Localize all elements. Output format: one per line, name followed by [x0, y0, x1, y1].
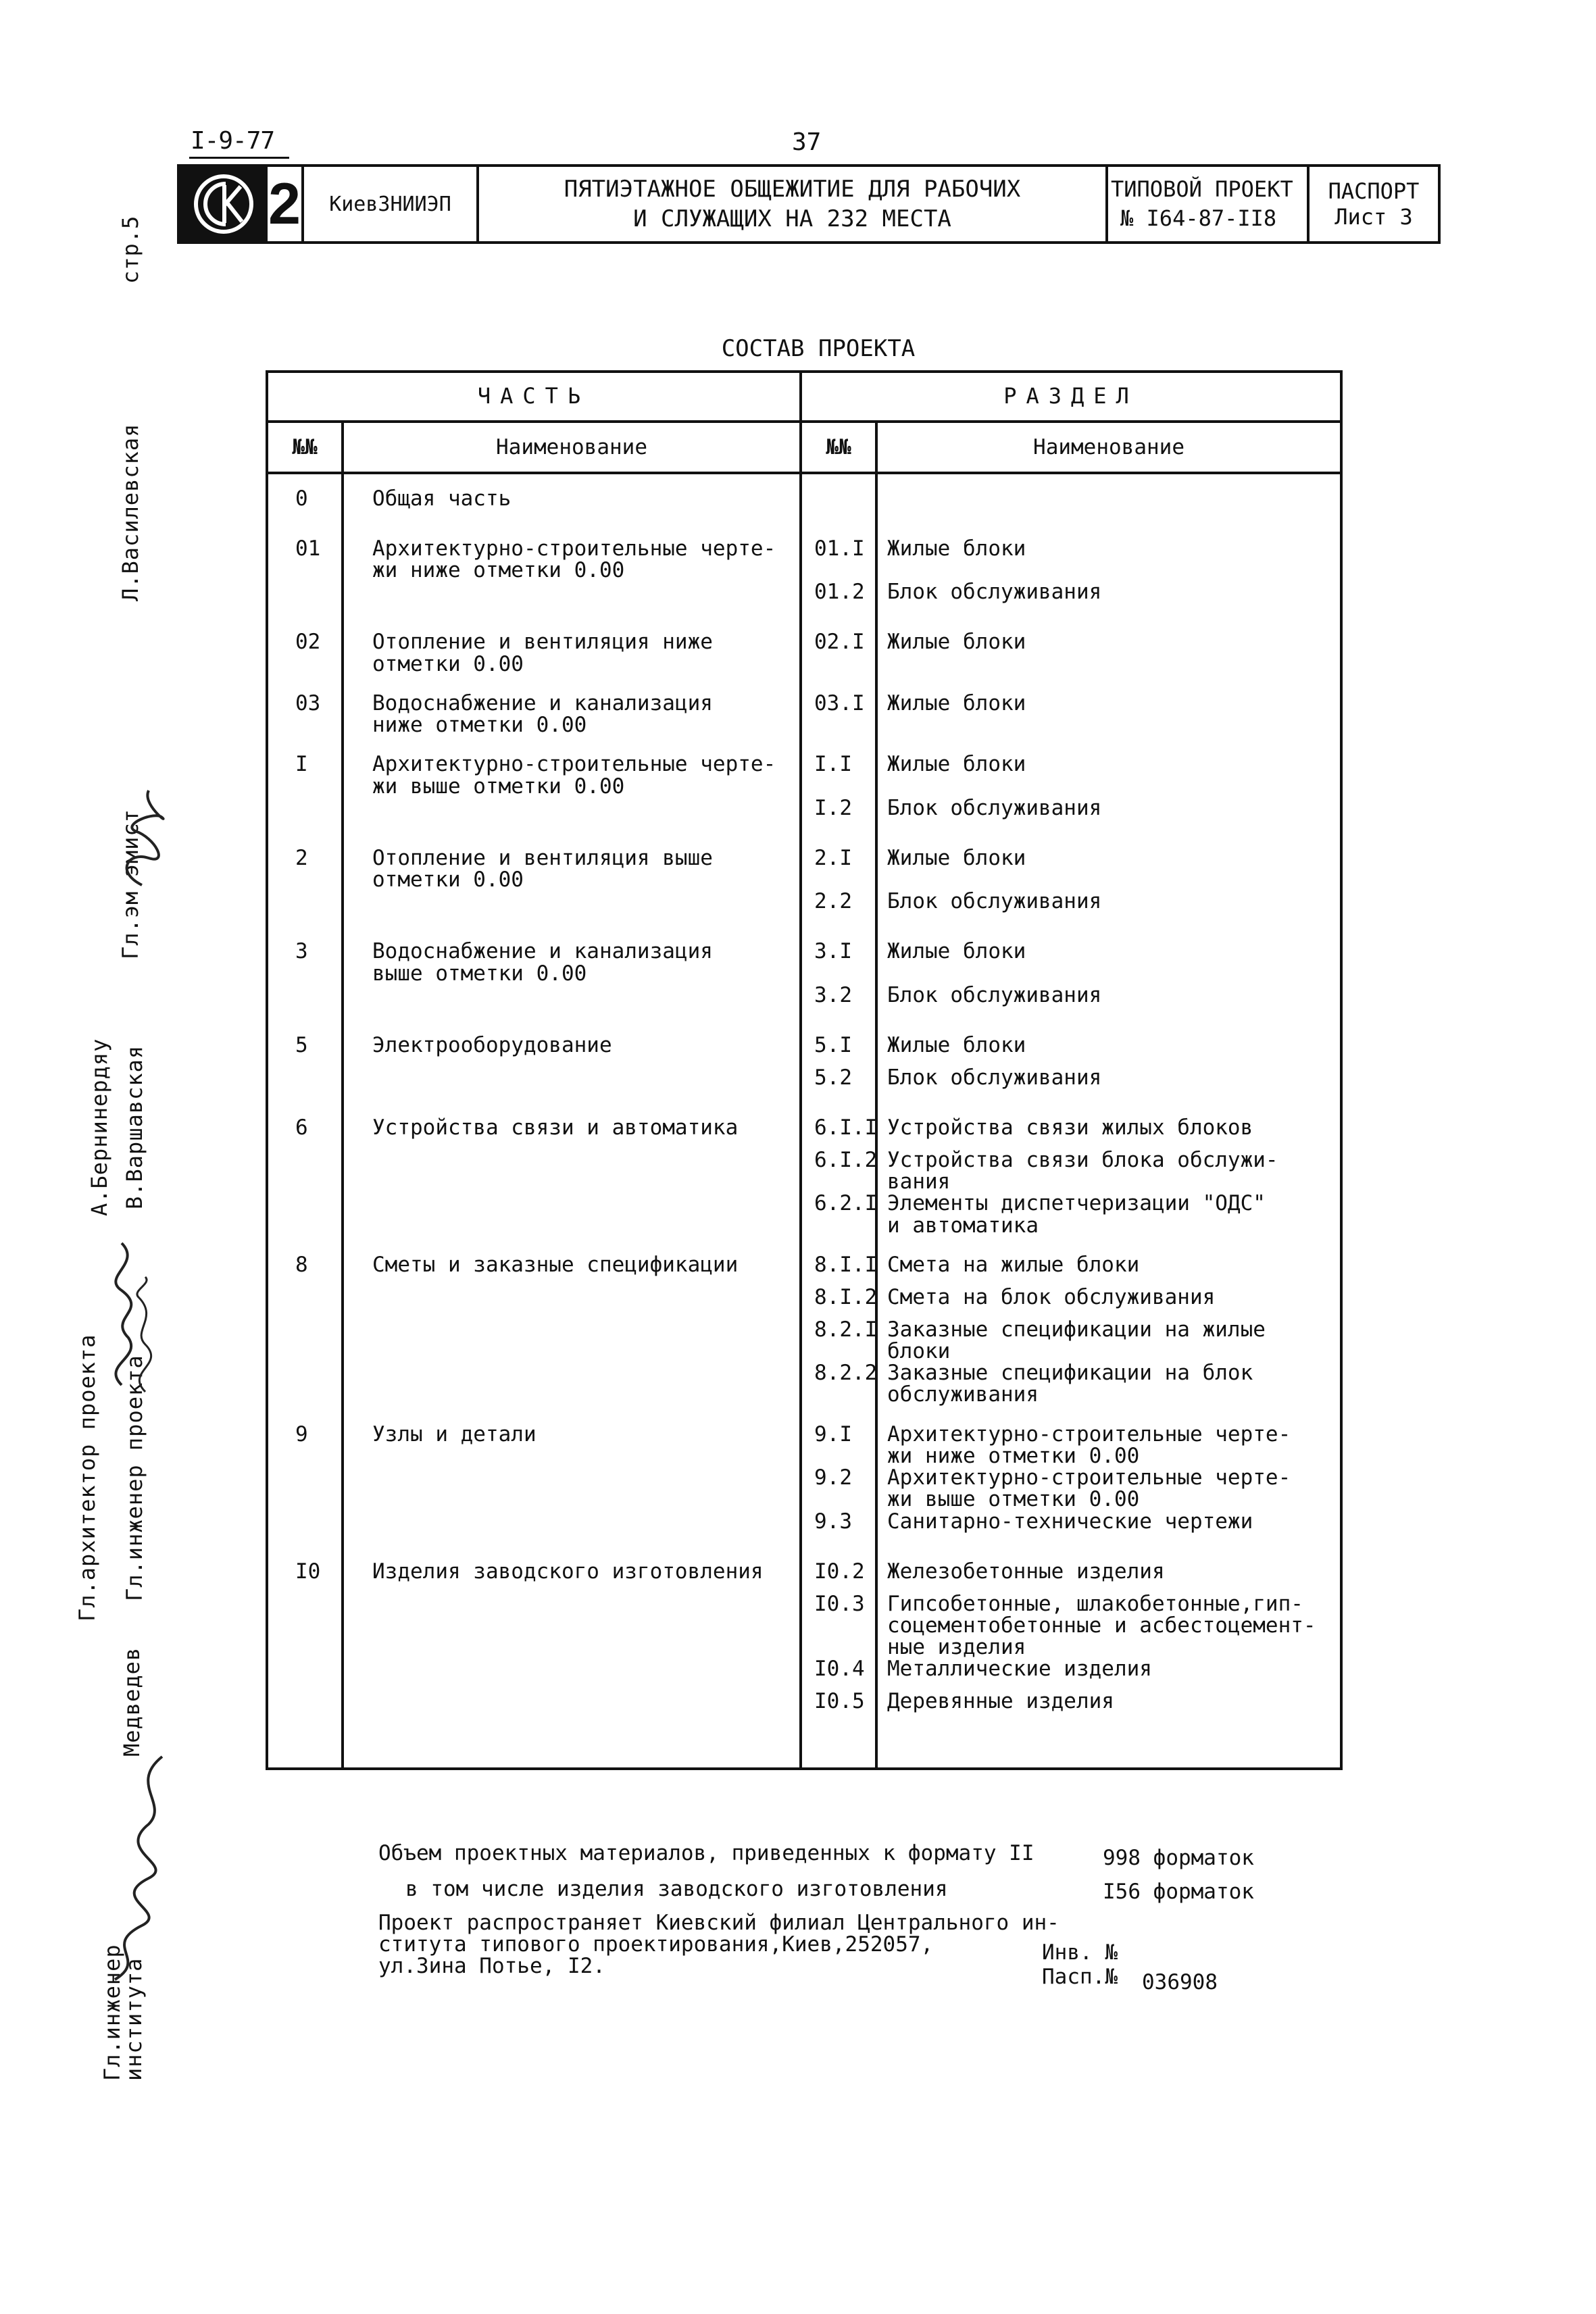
- ck-logo-icon: [186, 170, 261, 238]
- passport-label: ПАСПОРТ: [1328, 178, 1420, 204]
- project-composition-table: [266, 370, 1343, 1770]
- part-number: 5: [267, 1034, 343, 1067]
- table-row: [267, 984, 1341, 1034]
- section-number: 3.I: [801, 940, 876, 984]
- table-bottom-padding: [267, 1740, 1341, 1769]
- section-number: I0.3: [801, 1593, 876, 1659]
- part-number-empty: [267, 1286, 343, 1319]
- including-value: I56 форматок: [1103, 1880, 1254, 1904]
- part-number-empty: [267, 1192, 343, 1253]
- part-number: I0: [267, 1561, 343, 1593]
- part-name-empty: [343, 1192, 801, 1253]
- table-row: [267, 753, 1341, 797]
- section-name: Металлические изделия: [876, 1658, 1341, 1690]
- section-name-header: Наименование: [876, 422, 1341, 473]
- volume-value: 998 форматок: [1103, 1846, 1254, 1870]
- table-row: [267, 797, 1341, 847]
- page-heading-text: СОСТАВ ПРОЕКТА: [721, 335, 916, 362]
- table-row: [267, 1067, 1341, 1117]
- part-number: I: [267, 753, 343, 797]
- project-label: ТИПОВОЙ ПРОЕКТ: [1111, 176, 1293, 202]
- distributor-line3: ул.Зина Потье, I2.: [378, 1954, 605, 1979]
- section-number: 5.2: [801, 1067, 876, 1117]
- part-number: 3: [267, 940, 343, 984]
- section-name: Железобетонные изделия: [876, 1561, 1341, 1593]
- part-number-empty: [267, 1149, 343, 1192]
- section-number: 2.2: [801, 890, 876, 940]
- section-number: 01.I: [801, 538, 876, 581]
- section-number: 8.2.2: [801, 1362, 876, 1423]
- section-number: 03.I: [801, 693, 876, 753]
- organization-logo: [180, 167, 268, 241]
- section-name: Жилые блоки: [876, 940, 1341, 984]
- table-row: [267, 1254, 1341, 1286]
- part-name-empty: [343, 1149, 801, 1192]
- sheet-label: Лист 3: [1335, 204, 1413, 230]
- part-number: 9: [267, 1424, 343, 1467]
- table-row: [267, 890, 1341, 940]
- part-number-empty: [267, 1319, 343, 1362]
- table-row: [267, 1149, 1341, 1192]
- part-name: Водоснабжение и канализация ниже отметки 0.00: [343, 693, 801, 753]
- signer-varshavskaya: В.Варшавская: [122, 1045, 147, 1209]
- part-number: 01: [267, 538, 343, 581]
- table-row: [267, 631, 1341, 692]
- part-number-empty: [267, 581, 343, 631]
- including-label: в том числе изделия заводского изготовления: [405, 1877, 948, 1901]
- section-name: Блок обслуживания: [876, 797, 1341, 847]
- section-name: Блок обслуживания: [876, 984, 1341, 1034]
- table-row: [267, 1117, 1341, 1149]
- project-id: [1108, 167, 1310, 241]
- series-number: 2: [268, 167, 304, 241]
- part-name: Узлы и детали: [343, 1424, 801, 1467]
- section-number: 3.2: [801, 984, 876, 1034]
- part-name: Изделия заводского изготовления: [343, 1561, 801, 1593]
- table-row: [267, 1192, 1341, 1253]
- organization-name: КиевЗНИИЭП: [304, 167, 479, 241]
- section-name: Устройства связи жилых блоков: [876, 1117, 1341, 1149]
- section-name: Санитарно-технические чертежи: [876, 1511, 1341, 1561]
- title-block: [177, 164, 1441, 244]
- part-number: 03: [267, 693, 343, 753]
- table-row: [267, 1424, 1341, 1467]
- table-row: [267, 1561, 1341, 1593]
- part-name-empty: [343, 1593, 801, 1659]
- section-number: 8.I.I: [801, 1254, 876, 1286]
- chief-architect-label: Гл.архитектор проекта: [74, 1334, 100, 1621]
- padding-cell: [343, 1740, 801, 1769]
- institute-engineer-label: Гл.инженер института: [99, 1944, 147, 2081]
- section-name: Жилые блоки: [876, 847, 1341, 890]
- part-name-empty: [343, 1690, 801, 1740]
- part-name: Сметы и заказные спецификации: [343, 1254, 801, 1286]
- part-name: Архитектурно-строительные черте- жи выше отметки 0.00: [343, 753, 801, 797]
- table-row: [267, 1593, 1341, 1659]
- part-name-empty: [343, 1067, 801, 1117]
- part-name-empty: [343, 890, 801, 940]
- section-number: 9.2: [801, 1467, 876, 1510]
- part-number: 2: [267, 847, 343, 890]
- part-name: Электрооборудование: [343, 1034, 801, 1067]
- part-name-empty: [343, 1362, 801, 1423]
- section-name: Элементы диспетчеризации "ОДС" и автоматика: [876, 1192, 1341, 1253]
- part-number-empty: [267, 890, 343, 940]
- table-row: [267, 847, 1341, 890]
- signer-vasilevskaya: Л.Василевская: [118, 423, 143, 601]
- section-number: 9.3: [801, 1511, 876, 1561]
- section-name: Блок обслуживания: [876, 1067, 1341, 1117]
- part-name-empty: [343, 1319, 801, 1362]
- table-row: [267, 581, 1341, 631]
- table-row: [267, 538, 1341, 581]
- part-name-empty: [343, 984, 801, 1034]
- project-number: № I64-87-II8: [1120, 205, 1277, 231]
- table-body: [267, 473, 1341, 1769]
- part-number-empty: [267, 1467, 343, 1510]
- signer-medvedev: Медведев: [119, 1646, 145, 1757]
- table-row: [267, 940, 1341, 984]
- page-number: 37: [792, 128, 822, 156]
- section-number: 8.2.I: [801, 1319, 876, 1362]
- table-row: [267, 1511, 1341, 1561]
- section-name: Смета на блок обслуживания: [876, 1286, 1341, 1319]
- part-number: 02: [267, 631, 343, 692]
- section-name: Жилые блоки: [876, 1034, 1341, 1067]
- section-name: Жилые блоки: [876, 538, 1341, 581]
- table-row: [267, 1658, 1341, 1690]
- section-number: I.2: [801, 797, 876, 847]
- table-row: [267, 473, 1341, 538]
- code-underline: [189, 157, 289, 159]
- padding-cell: [876, 1740, 1341, 1769]
- padding-cell: [801, 1740, 876, 1769]
- distributor-block: [378, 1912, 1059, 1978]
- part-number-empty: [267, 1593, 343, 1659]
- signer-berninerdyau: А.Бернинердяу: [86, 1038, 112, 1216]
- section-name-empty: [876, 473, 1341, 538]
- section-name: Блок обслуживания: [876, 890, 1341, 940]
- document-code: I-9-77: [191, 127, 275, 155]
- part-name: Водоснабжение и канализация выше отметки 0.00: [343, 940, 801, 984]
- passport-no-label: Пасп.№: [1042, 1965, 1118, 1989]
- part-name: Устройства связи и автоматика: [343, 1117, 801, 1149]
- part-name-empty: [343, 797, 801, 847]
- section-number: I0.2: [801, 1561, 876, 1593]
- group-part-header: ЧАСТЬ: [267, 372, 801, 422]
- section-name: Жилые блоки: [876, 753, 1341, 797]
- part-number: 6: [267, 1117, 343, 1149]
- distributor-line1: Проект распространяет Киевский филиал Центрального ин-: [378, 1911, 1059, 1935]
- part-name: Отопление и вентиляция выше отметки 0.00: [343, 847, 801, 890]
- section-number: 9.I: [801, 1424, 876, 1467]
- volume-line: [378, 1842, 1034, 1864]
- page-heading: [0, 335, 1596, 362]
- signature-scribble: [101, 777, 182, 892]
- part-no-header: №№: [267, 422, 343, 473]
- part-name-empty: [343, 581, 801, 631]
- passport-cell: [1310, 167, 1438, 241]
- table-row: [267, 1467, 1341, 1510]
- part-name: Архитектурно-строительные черте- жи ниже отметки 0.00: [343, 538, 801, 581]
- section-number: 6.2.I: [801, 1192, 876, 1253]
- project-title: [479, 167, 1108, 241]
- part-number-empty: [267, 1511, 343, 1561]
- project-title-line1: ПЯТИЭТАЖНОЕ ОБЩЕЖИТИЕ ДЛЯ РАБОЧИХ: [564, 175, 1021, 203]
- part-name-header: Наименование: [343, 422, 801, 473]
- section-name: Жилые блоки: [876, 631, 1341, 692]
- part-name: Общая часть: [343, 473, 801, 538]
- section-number: 01.2: [801, 581, 876, 631]
- part-number: 8: [267, 1254, 343, 1286]
- signature-scribble: [88, 1743, 182, 1986]
- section-number: 5.I: [801, 1034, 876, 1067]
- section-number: 8.I.2: [801, 1286, 876, 1319]
- section-name: Заказные спецификации на жилые блоки: [876, 1319, 1341, 1362]
- section-name: Устройства связи блока обслужи- вания: [876, 1149, 1341, 1192]
- part-name: Отопление и вентиляция ниже отметки 0.00: [343, 631, 801, 692]
- part-number-empty: [267, 1658, 343, 1690]
- section-name: Заказные спецификации на блок обслуживания: [876, 1362, 1341, 1423]
- project-title-line2: И СЛУЖАЩИХ НА 232 МЕСТА: [633, 205, 951, 232]
- part-number-empty: [267, 1362, 343, 1423]
- section-number-empty: [801, 473, 876, 538]
- section-number: 6.I.I: [801, 1117, 876, 1149]
- section-name: Жилые блоки: [876, 693, 1341, 753]
- table-row: [267, 693, 1341, 753]
- part-number-empty: [267, 1067, 343, 1117]
- section-number: I.I: [801, 753, 876, 797]
- section-no-header: №№: [801, 422, 876, 473]
- part-number-empty: [267, 984, 343, 1034]
- section-name: Смета на жилые блоки: [876, 1254, 1341, 1286]
- section-number: 6.I.2: [801, 1149, 876, 1192]
- section-number: 02.I: [801, 631, 876, 692]
- distributor-line2: ститута типового проектирования,Киев,252057,: [378, 1932, 934, 1957]
- part-number: 0: [267, 473, 343, 538]
- section-number: I0.4: [801, 1658, 876, 1690]
- signer-chief-specialist: Гл.эм эмист: [118, 809, 143, 959]
- part-name-empty: [343, 1467, 801, 1510]
- part-name-empty: [343, 1658, 801, 1690]
- volume-label: Объем проектных материалов, приведенных к формату II: [378, 1841, 1034, 1865]
- table-row: [267, 1286, 1341, 1319]
- table-row: [267, 1034, 1341, 1067]
- part-number-empty: [267, 797, 343, 847]
- section-name: Гипсобетонные, шлакобетонные,гип- соцементобетонные и асбестоцемент- ные изделия: [876, 1593, 1341, 1659]
- section-name: Блок обслуживания: [876, 581, 1341, 631]
- section-name: Архитектурно-строительные черте- жи ниже отметки 0.00: [876, 1424, 1341, 1467]
- table-row: [267, 1319, 1341, 1362]
- page-label: стр.5: [118, 215, 143, 284]
- table-row: [267, 1690, 1341, 1740]
- part-number-empty: [267, 1690, 343, 1740]
- section-number: 2.I: [801, 847, 876, 890]
- passport-no-value: 036908: [1142, 1970, 1218, 1994]
- padding-cell: [267, 1740, 343, 1769]
- part-name-empty: [343, 1286, 801, 1319]
- section-number: I0.5: [801, 1690, 876, 1740]
- group-section-header: РАЗДЕЛ: [801, 372, 1341, 422]
- section-name: Архитектурно-строительные черте- жи выше отметки 0.00: [876, 1467, 1341, 1510]
- section-name: Деревянные изделия: [876, 1690, 1341, 1740]
- inventory-label: Инв. №: [1042, 1940, 1118, 1965]
- signature-scribble: [118, 1270, 172, 1399]
- part-name-empty: [343, 1511, 801, 1561]
- table-row: [267, 1362, 1341, 1423]
- chief-engineer-label: Гл.инженер проекта: [122, 1355, 147, 1601]
